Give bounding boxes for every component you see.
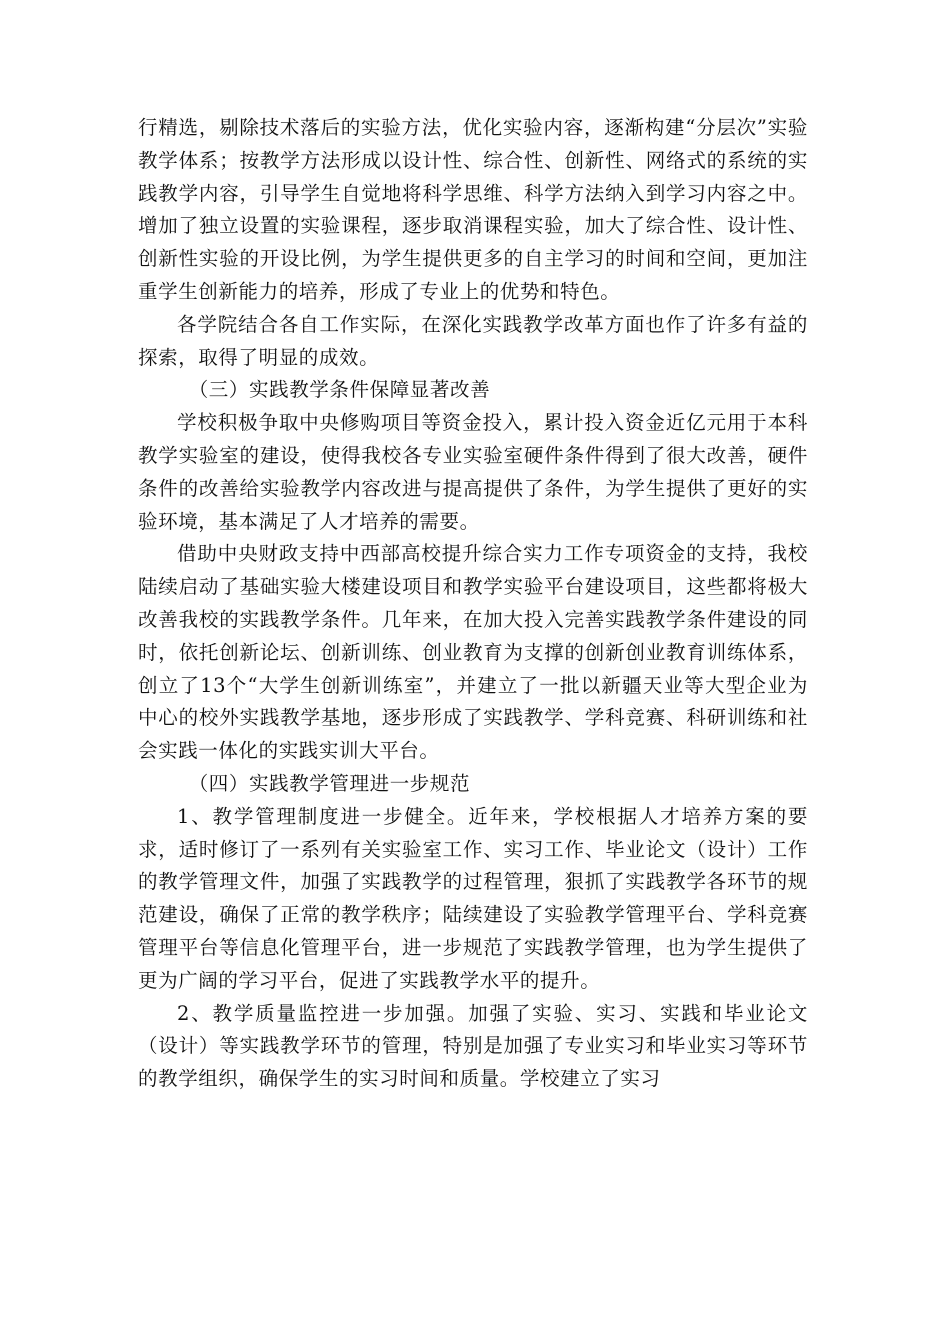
document-body	[138, 112, 808, 1096]
paragraph: 各学院结合各自工作实际，在深化实践教学改革方面也作了许多有益的探索，取得了明显的成效。	[138, 312, 808, 369]
paragraph: 2、教学质量监控进一步加强。加强了实验、实习、实践和毕业论文（设计）等实践教学环节的管理，特别是加强了专业实习和毕业实习等环节的教学组织，确保学生的实习时间和质量。学校建立了实习	[138, 1001, 808, 1091]
section-heading: （三）实践教学条件保障显著改善	[188, 378, 491, 402]
paragraph: 借助中央财政支持中西部高校提升综合实力工作专项资金的支持，我校陆续启动了基础实验大楼建设项目和教学实验平台建设项目，这些都将极大改善我校的实践教学条件。几年来，在加大投入完善实践教学条件建设的同时，依托创新论坛、创新训练、创业教育为支撑的创新创业教育训练体系，创立了13个“大学生创新训练室”，并建立了一批以新疆天业等大型企业为中心的校外实践教学基地，逐步形成了实践教学、学科竞赛、科研训练和社会实践一体化的实践实训大平台。	[138, 542, 808, 763]
section-heading: （四）实践教学管理进一步规范	[188, 771, 471, 795]
paragraph-continued: 行精选，剔除技术落后的实验方法，优化实验内容，逐渐构建“分层次”实验教学体系；按教学方法形成以设计性、综合性、创新性、网络式的系统的实践教学内容，引导学生自觉地将科学思维、科学方法纳入到学习内容之中。增加了独立设置的实验课程，逐步取消课程实验，加大了综合性、设计性、创新性实验的开设比例，为学生提供更多的自主学习的时间和空间，更加注重学生创新能力的培养，形成了专业上的优势和特色。	[138, 116, 808, 303]
paragraph: 1、教学管理制度进一步健全。近年来，学校根据人才培养方案的要求，适时修订了一系列有关实验室工作、实习工作、毕业论文（设计）工作的教学管理文件，加强了实践教学的过程管理，狠抓了实践教学各环节的规范建设，确保了正常的教学秩序；陆续建设了实验教学管理平台、学科竞赛管理平台等信息化管理平台，进一步规范了实践教学管理，也为学生提供了更为广阔的学习平台，促进了实践教学水平的提升。	[138, 804, 808, 992]
paragraph: 学校积极争取中央修购项目等资金投入，累计投入资金近亿元用于本科教学实验室的建设，使得我校各专业实验室硬件条件得到了很大改善，硬件条件的改善给实验教学内容改进与提高提供了条件，为学生提供了更好的实验环境，基本满足了人才培养的需要。	[138, 411, 808, 533]
